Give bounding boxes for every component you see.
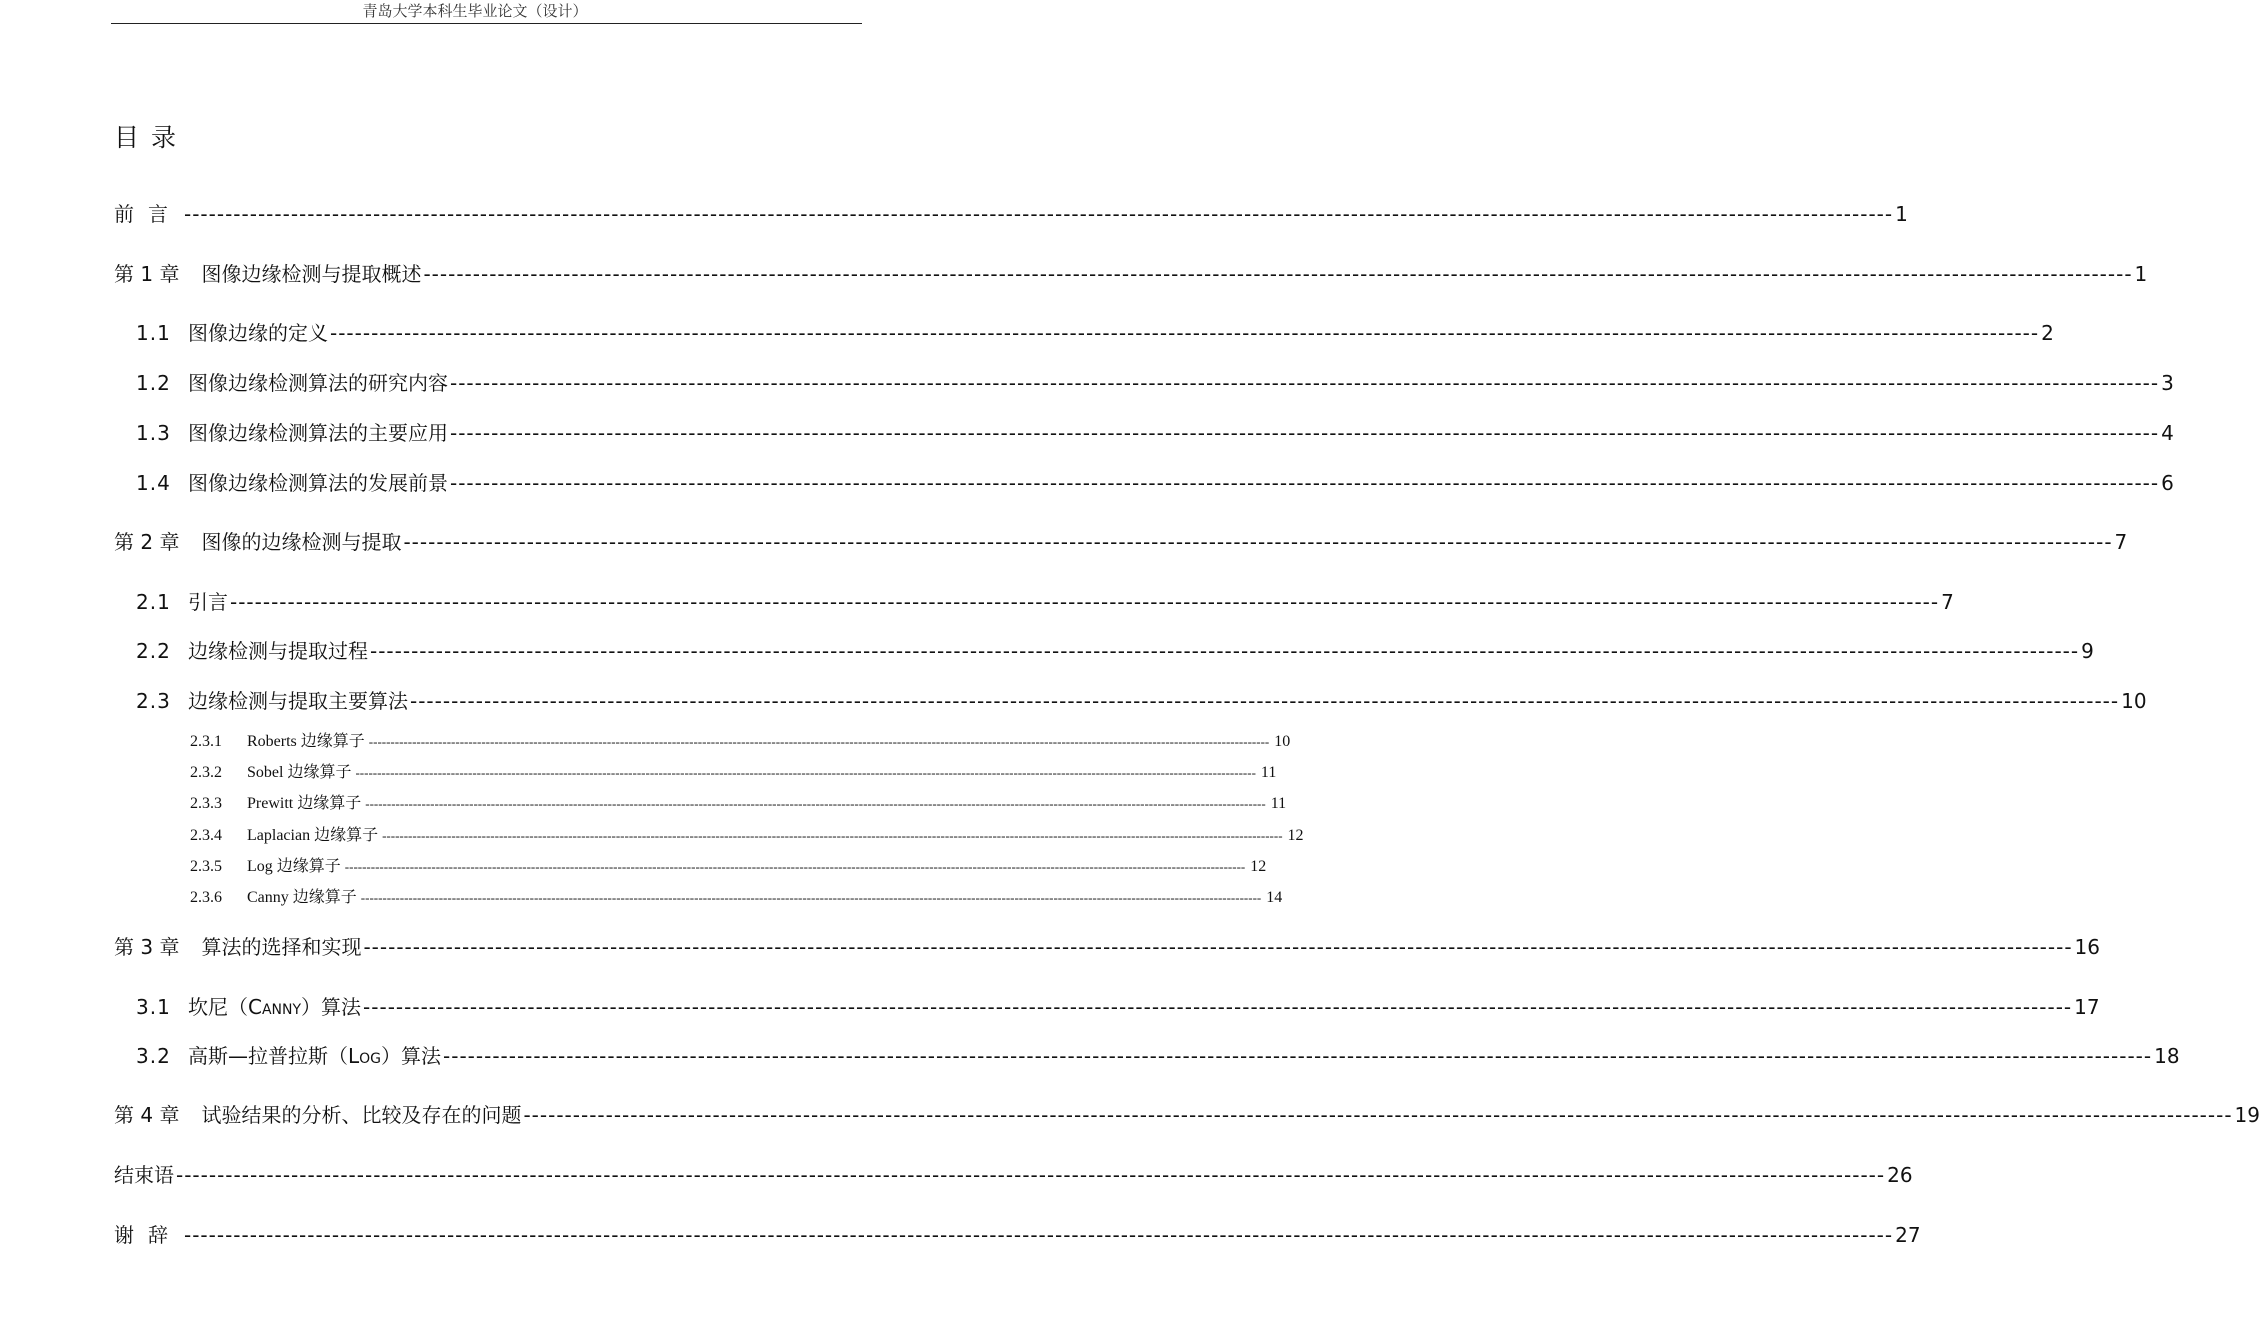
toc-chapter-number: 第 4 章	[114, 1103, 180, 1127]
toc-page-number: 11	[1260, 764, 1277, 781]
toc-page-number: 1	[1895, 202, 1908, 226]
toc-entry-title: 前言	[114, 202, 182, 226]
toc-leader: ----------------------------------------------------------------------------------------------------------------------------------------------------------------------------------------------------------------	[365, 796, 1266, 811]
toc-page-number: 14	[1266, 889, 1283, 906]
toc-page-number: 18	[2154, 1044, 2180, 1068]
toc-entry-section-2-2[interactable]	[136, 637, 2094, 665]
toc-chapter-number: 第 3 章	[114, 935, 180, 959]
toc-leader: ----------------------------------------------------------------------------------------------------------------------------------------------------------------------------------------------------------------	[176, 1163, 1886, 1187]
toc-entry-section-1-3[interactable]	[136, 419, 2174, 447]
toc-leader: ----------------------------------------------------------------------------------------------------------------------------------------------------------------------------------------------------------------	[363, 935, 2073, 959]
toc-leader: ----------------------------------------------------------------------------------------------------------------------------------------------------------------------------------------------------------------	[184, 202, 1894, 226]
toc-subsection-number: 2.3.1	[190, 733, 222, 750]
toc-entry-title: 图像的边缘检测与提取	[201, 530, 402, 554]
header-rule	[111, 23, 862, 24]
toc-leader: ----------------------------------------------------------------------------------------------------------------------------------------------------------------------------------------------------------------	[330, 321, 2040, 345]
toc-title-prefix: 高斯—拉普拉斯（	[188, 1044, 348, 1068]
toc-chapter-number: 第 2 章	[114, 530, 180, 554]
toc-entry-subsection-2-3-1[interactable]	[190, 731, 1291, 753]
toc-section-number: 3.2	[136, 1044, 171, 1068]
toc-leader: ----------------------------------------------------------------------------------------------------------------------------------------------------------------------------------------------------------------	[370, 639, 2080, 663]
toc-entry-title: 图像边缘检测算法的研究内容	[188, 371, 448, 395]
toc-subsection-number: 2.3.5	[190, 858, 222, 875]
toc-entry-title	[188, 1042, 441, 1070]
toc-leader: ----------------------------------------------------------------------------------------------------------------------------------------------------------------------------------------------------------------	[423, 262, 2133, 286]
toc-entry-title: 图像边缘的定义	[188, 321, 328, 345]
toc-entry-title: Prewitt 边缘算子	[247, 795, 362, 812]
toc-entry-title: 结束语	[114, 1163, 174, 1187]
toc-leader: ----------------------------------------------------------------------------------------------------------------------------------------------------------------------------------------------------------------	[450, 371, 2160, 395]
toc-leader: ----------------------------------------------------------------------------------------------------------------------------------------------------------------------------------------------------------------	[363, 995, 2073, 1019]
toc-entry-section-3-2[interactable]	[136, 1042, 2180, 1070]
toc-chapter-number: 第 1 章	[114, 262, 180, 286]
toc-entry-chapter-2[interactable]	[114, 528, 2128, 556]
toc-entry-chapter-4[interactable]	[114, 1101, 2260, 1129]
toc-page-number: 6	[2161, 471, 2174, 495]
toc-section-number: 1.2	[136, 371, 171, 395]
toc-section-number: 2.3	[136, 689, 171, 713]
toc-leader: ----------------------------------------------------------------------------------------------------------------------------------------------------------------------------------------------------------------	[344, 859, 1246, 874]
toc-page-number: 17	[2074, 995, 2100, 1019]
toc-title-suffix: ）算法	[381, 1044, 442, 1068]
toc-entry-section-2-1[interactable]	[136, 588, 1954, 616]
toc-leader: ----------------------------------------------------------------------------------------------------------------------------------------------------------------------------------------------------------------	[410, 689, 2120, 713]
toc-page-number: 19	[2234, 1103, 2260, 1127]
toc-leader: ----------------------------------------------------------------------------------------------------------------------------------------------------------------------------------------------------------------	[523, 1103, 2233, 1127]
toc-page-number: 10	[2121, 689, 2147, 713]
toc-page-number: 11	[1270, 795, 1287, 812]
toc-entry-chapter-1[interactable]	[114, 260, 2148, 288]
toc-title-suffix: ）算法	[301, 995, 362, 1019]
toc-entry-title: 算法的选择和实现	[201, 935, 362, 959]
toc-section-number: 1.1	[136, 321, 171, 345]
toc-page-number: 27	[1895, 1223, 1921, 1247]
toc-entry-section-3-1[interactable]	[136, 993, 2100, 1021]
toc-page-number: 7	[2114, 530, 2128, 554]
toc-entry-title: 边缘检测与提取过程	[188, 639, 368, 663]
toc-entry-section-1-4[interactable]	[136, 469, 2174, 497]
toc-entry-subsection-2-3-2[interactable]	[190, 762, 1277, 784]
toc-page-number: 7	[1941, 590, 1954, 614]
running-header: 青岛大学本科生毕业论文（设计）	[362, 2, 588, 20]
toc-section-number: 1.3	[136, 421, 171, 445]
toc-page-number: 12	[1287, 827, 1304, 844]
toc-title-smallcaps: Canny	[248, 995, 302, 1019]
toc-subsection-number: 2.3.6	[190, 889, 222, 906]
toc-entry-subsection-2-3-3[interactable]	[190, 793, 1287, 815]
toc-subsection-number: 2.3.2	[190, 764, 222, 781]
toc-page-number: 10	[1274, 733, 1291, 750]
toc-title-smallcaps: Log	[348, 1044, 382, 1068]
toc-leader: ----------------------------------------------------------------------------------------------------------------------------------------------------------------------------------------------------------------	[403, 530, 2113, 554]
toc-entry-title: 图像边缘检测算法的发展前景	[188, 471, 448, 495]
toc-page-number: 26	[1887, 1163, 1913, 1187]
toc-leader: ----------------------------------------------------------------------------------------------------------------------------------------------------------------------------------------------------------------	[368, 734, 1270, 749]
toc-leader: ----------------------------------------------------------------------------------------------------------------------------------------------------------------------------------------------------------------	[450, 471, 2160, 495]
toc-title: 目录	[114, 123, 189, 152]
toc-page-number: 16	[2074, 935, 2100, 959]
toc-entry-title: 试验结果的分析、比较及存在的问题	[201, 1103, 522, 1127]
toc-page-number: 1	[2134, 262, 2148, 286]
toc-section-number: 3.1	[136, 995, 171, 1019]
toc-entry-section-1-2[interactable]	[136, 369, 2174, 397]
toc-entry-subsection-2-3-6[interactable]	[190, 887, 1283, 909]
toc-leader: ----------------------------------------------------------------------------------------------------------------------------------------------------------------------------------------------------------------	[360, 890, 1262, 905]
toc-page-number: 12	[1250, 858, 1267, 875]
toc-leader: ----------------------------------------------------------------------------------------------------------------------------------------------------------------------------------------------------------------	[443, 1044, 2153, 1068]
toc-entry-section-1-1[interactable]	[136, 319, 2054, 347]
toc-entry-title: Sobel 边缘算子	[247, 764, 352, 781]
toc-entry-title: Laplacian 边缘算子	[247, 827, 379, 844]
toc-entry-preface[interactable]	[114, 200, 1908, 228]
toc-entry-title: Log 边缘算子	[247, 858, 341, 875]
toc-entry-conclusion[interactable]	[114, 1161, 1913, 1189]
toc-leader: ----------------------------------------------------------------------------------------------------------------------------------------------------------------------------------------------------------------	[450, 421, 2160, 445]
toc-entry-title: 谢辞	[114, 1223, 182, 1247]
toc-entry-thanks[interactable]	[114, 1221, 1921, 1249]
toc-section-number: 2.1	[136, 590, 171, 614]
toc-entry-title: 图像边缘检测算法的主要应用	[188, 421, 448, 445]
toc-entry-title: Roberts 边缘算子	[247, 733, 365, 750]
toc-subsection-number: 2.3.4	[190, 827, 222, 844]
toc-entry-title: 引言	[188, 590, 228, 614]
toc-page-number: 9	[2081, 639, 2094, 663]
toc-page-number: 2	[2041, 321, 2054, 345]
toc-entry-subsection-2-3-5[interactable]	[190, 856, 1267, 878]
toc-section-number: 1.4	[136, 471, 171, 495]
toc-entry-title: 边缘检测与提取主要算法	[188, 689, 408, 713]
toc-leader: ----------------------------------------------------------------------------------------------------------------------------------------------------------------------------------------------------------------	[230, 590, 1940, 614]
toc-entry-chapter-3[interactable]	[114, 933, 2100, 961]
toc-entry-title: Canny 边缘算子	[247, 889, 357, 906]
toc-entry-subsection-2-3-4[interactable]	[190, 825, 1304, 847]
toc-leader: ----------------------------------------------------------------------------------------------------------------------------------------------------------------------------------------------------------------	[184, 1223, 1894, 1247]
toc-title-prefix: 坎尼（	[188, 995, 248, 1019]
toc-entry-title	[188, 993, 361, 1021]
toc-leader: ----------------------------------------------------------------------------------------------------------------------------------------------------------------------------------------------------------------	[355, 765, 1256, 780]
toc-leader: ----------------------------------------------------------------------------------------------------------------------------------------------------------------------------------------------------------------	[382, 828, 1283, 843]
toc-entry-title: 图像边缘检测与提取概述	[201, 262, 422, 286]
toc-page-number: 4	[2161, 421, 2174, 445]
toc-section-number: 2.2	[136, 639, 171, 663]
toc-page-number: 3	[2161, 371, 2174, 395]
toc-entry-section-2-3[interactable]	[136, 687, 2147, 715]
toc-subsection-number: 2.3.3	[190, 795, 222, 812]
